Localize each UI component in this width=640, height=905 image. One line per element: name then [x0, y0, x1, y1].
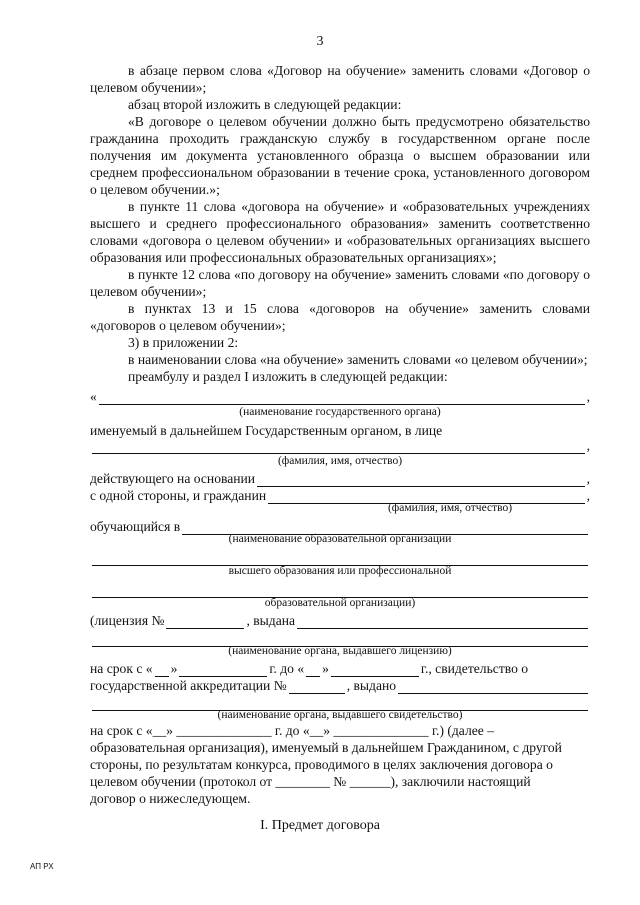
representative-field[interactable]: [92, 441, 585, 454]
citizen-text: с одной стороны, и гражданин: [90, 488, 267, 503]
gov-body-line: [90, 388, 590, 405]
license-issuer-field[interactable]: [297, 616, 588, 629]
term-prefix: на срок с «: [90, 661, 153, 676]
open-quote: «: [90, 389, 97, 404]
term-quote: »: [322, 661, 329, 676]
caption-license-issuer: (наименование органа, выдавшего лицензию): [228, 645, 452, 657]
closing-line: стороны, по результатам конкурса, проводимого в целях заключения договора о: [90, 757, 553, 772]
license-line: [90, 612, 590, 629]
closing-line: договор о нижеследующем.: [90, 791, 251, 806]
term-quote: »: [170, 661, 178, 676]
comma: ,: [586, 389, 590, 404]
term-start-field[interactable]: [179, 664, 267, 677]
caption-edu-org-end: образовательной организации): [264, 597, 416, 609]
amendment-text: [90, 62, 590, 385]
comma: ,: [586, 438, 590, 453]
term-end-field[interactable]: [331, 664, 419, 677]
paragraph: в пунктах 13 и 15 слова «договоров на обучение» заменить словами «договоров о целевом обучении»;: [90, 301, 590, 333]
caption-gov-body: (наименование государственного органа): [239, 406, 441, 418]
closing-line: целевом обучении (протокол от ________ № ______), заключили настоящий: [90, 774, 531, 789]
term-end-day-field[interactable]: [306, 664, 320, 677]
term-start-day-field[interactable]: [155, 664, 169, 677]
accreditation-line: [90, 677, 590, 694]
caption-citizen-fio: (фамилия, имя, отчество): [387, 502, 513, 514]
acting-line: [90, 470, 590, 487]
license-term-line: [90, 660, 590, 677]
paragraph: в пункте 11 слова «договора на обучение» и «образовательных учреждениях высшего и среднего профессионального образования» заменить соответственно словами «договора о целевом обучении» и «образовательных организациях высшего образования или профессиональных образовательных организациях»;: [90, 199, 590, 265]
comma: ,: [586, 471, 590, 486]
accred-issuer-field[interactable]: [398, 681, 588, 694]
caption-edu-org: (наименование образовательной организации: [228, 533, 452, 545]
acting-text: действующего на основании: [90, 471, 256, 486]
student-text: обучающийся в: [90, 519, 181, 534]
license-issued-text: , выдана: [246, 613, 296, 628]
page-number: 3: [316, 34, 324, 49]
paragraph: преамбулу и раздел I изложить в следующей редакции:: [128, 369, 448, 384]
license-prefix: (лицензия №: [90, 613, 165, 628]
term-until: г. до «: [269, 661, 305, 676]
paragraph: «В договоре о целевом обучении должно быть предусмотрено обязательство гражданина проходить гражданскую службу в государственном органе после получения им документа установленного образца о высшем образовании или среднем профессиональном образовании в течение срока, установленного договором о целевом обучении.»;: [90, 114, 590, 197]
accred-issued-text: , выдано: [346, 678, 397, 693]
closing-line: на срок с «__» ______________ г. до «__» ______________ г.) (далее –: [90, 723, 495, 738]
hereinafter-text: именуемый в дальнейшем Государственным органом, в лице: [90, 423, 443, 438]
caption-fio: (фамилия, имя, отчество): [277, 455, 403, 467]
paragraph: абзац второй изложить в следующей редакции:: [128, 97, 402, 112]
closing-text: [90, 722, 590, 807]
footer-mark: АП РХ: [30, 862, 54, 871]
acting-basis-field[interactable]: [257, 474, 585, 487]
representative-line: [90, 437, 590, 454]
paragraph: в пункте 12 слова «по договору на обучение» заменить словами «по договору о целевом обучении»;: [90, 267, 590, 299]
paragraph: в наименовании слова «на обучение» заменить словами «о целевом обучении»;: [128, 352, 588, 367]
section-title: I. Предмет договора: [260, 818, 380, 833]
paragraph: 3) в приложении 2:: [128, 335, 239, 350]
caption-cert-issuer: (наименование органа, выдавшего свидетельство): [217, 709, 463, 721]
accred-number-field[interactable]: [289, 681, 345, 694]
closing-line: образовательная организация), именуемый в дальнейшем Гражданином, с другой: [90, 740, 562, 755]
license-number-field[interactable]: [166, 616, 244, 629]
gov-body-field[interactable]: [99, 392, 585, 405]
term-cert-text: г., свидетельство о: [420, 661, 529, 676]
accred-text: государственной аккредитации №: [90, 678, 287, 693]
comma: ,: [586, 488, 590, 503]
paragraph: в абзаце первом слова «Договор на обучение» заменить словами «Договор о целевом обучении»;: [90, 63, 590, 95]
edu-org-line-2: [90, 549, 590, 566]
edu-org-line-3: [90, 581, 590, 598]
caption-higher-edu: высшего образования или профессиональной: [228, 565, 452, 577]
